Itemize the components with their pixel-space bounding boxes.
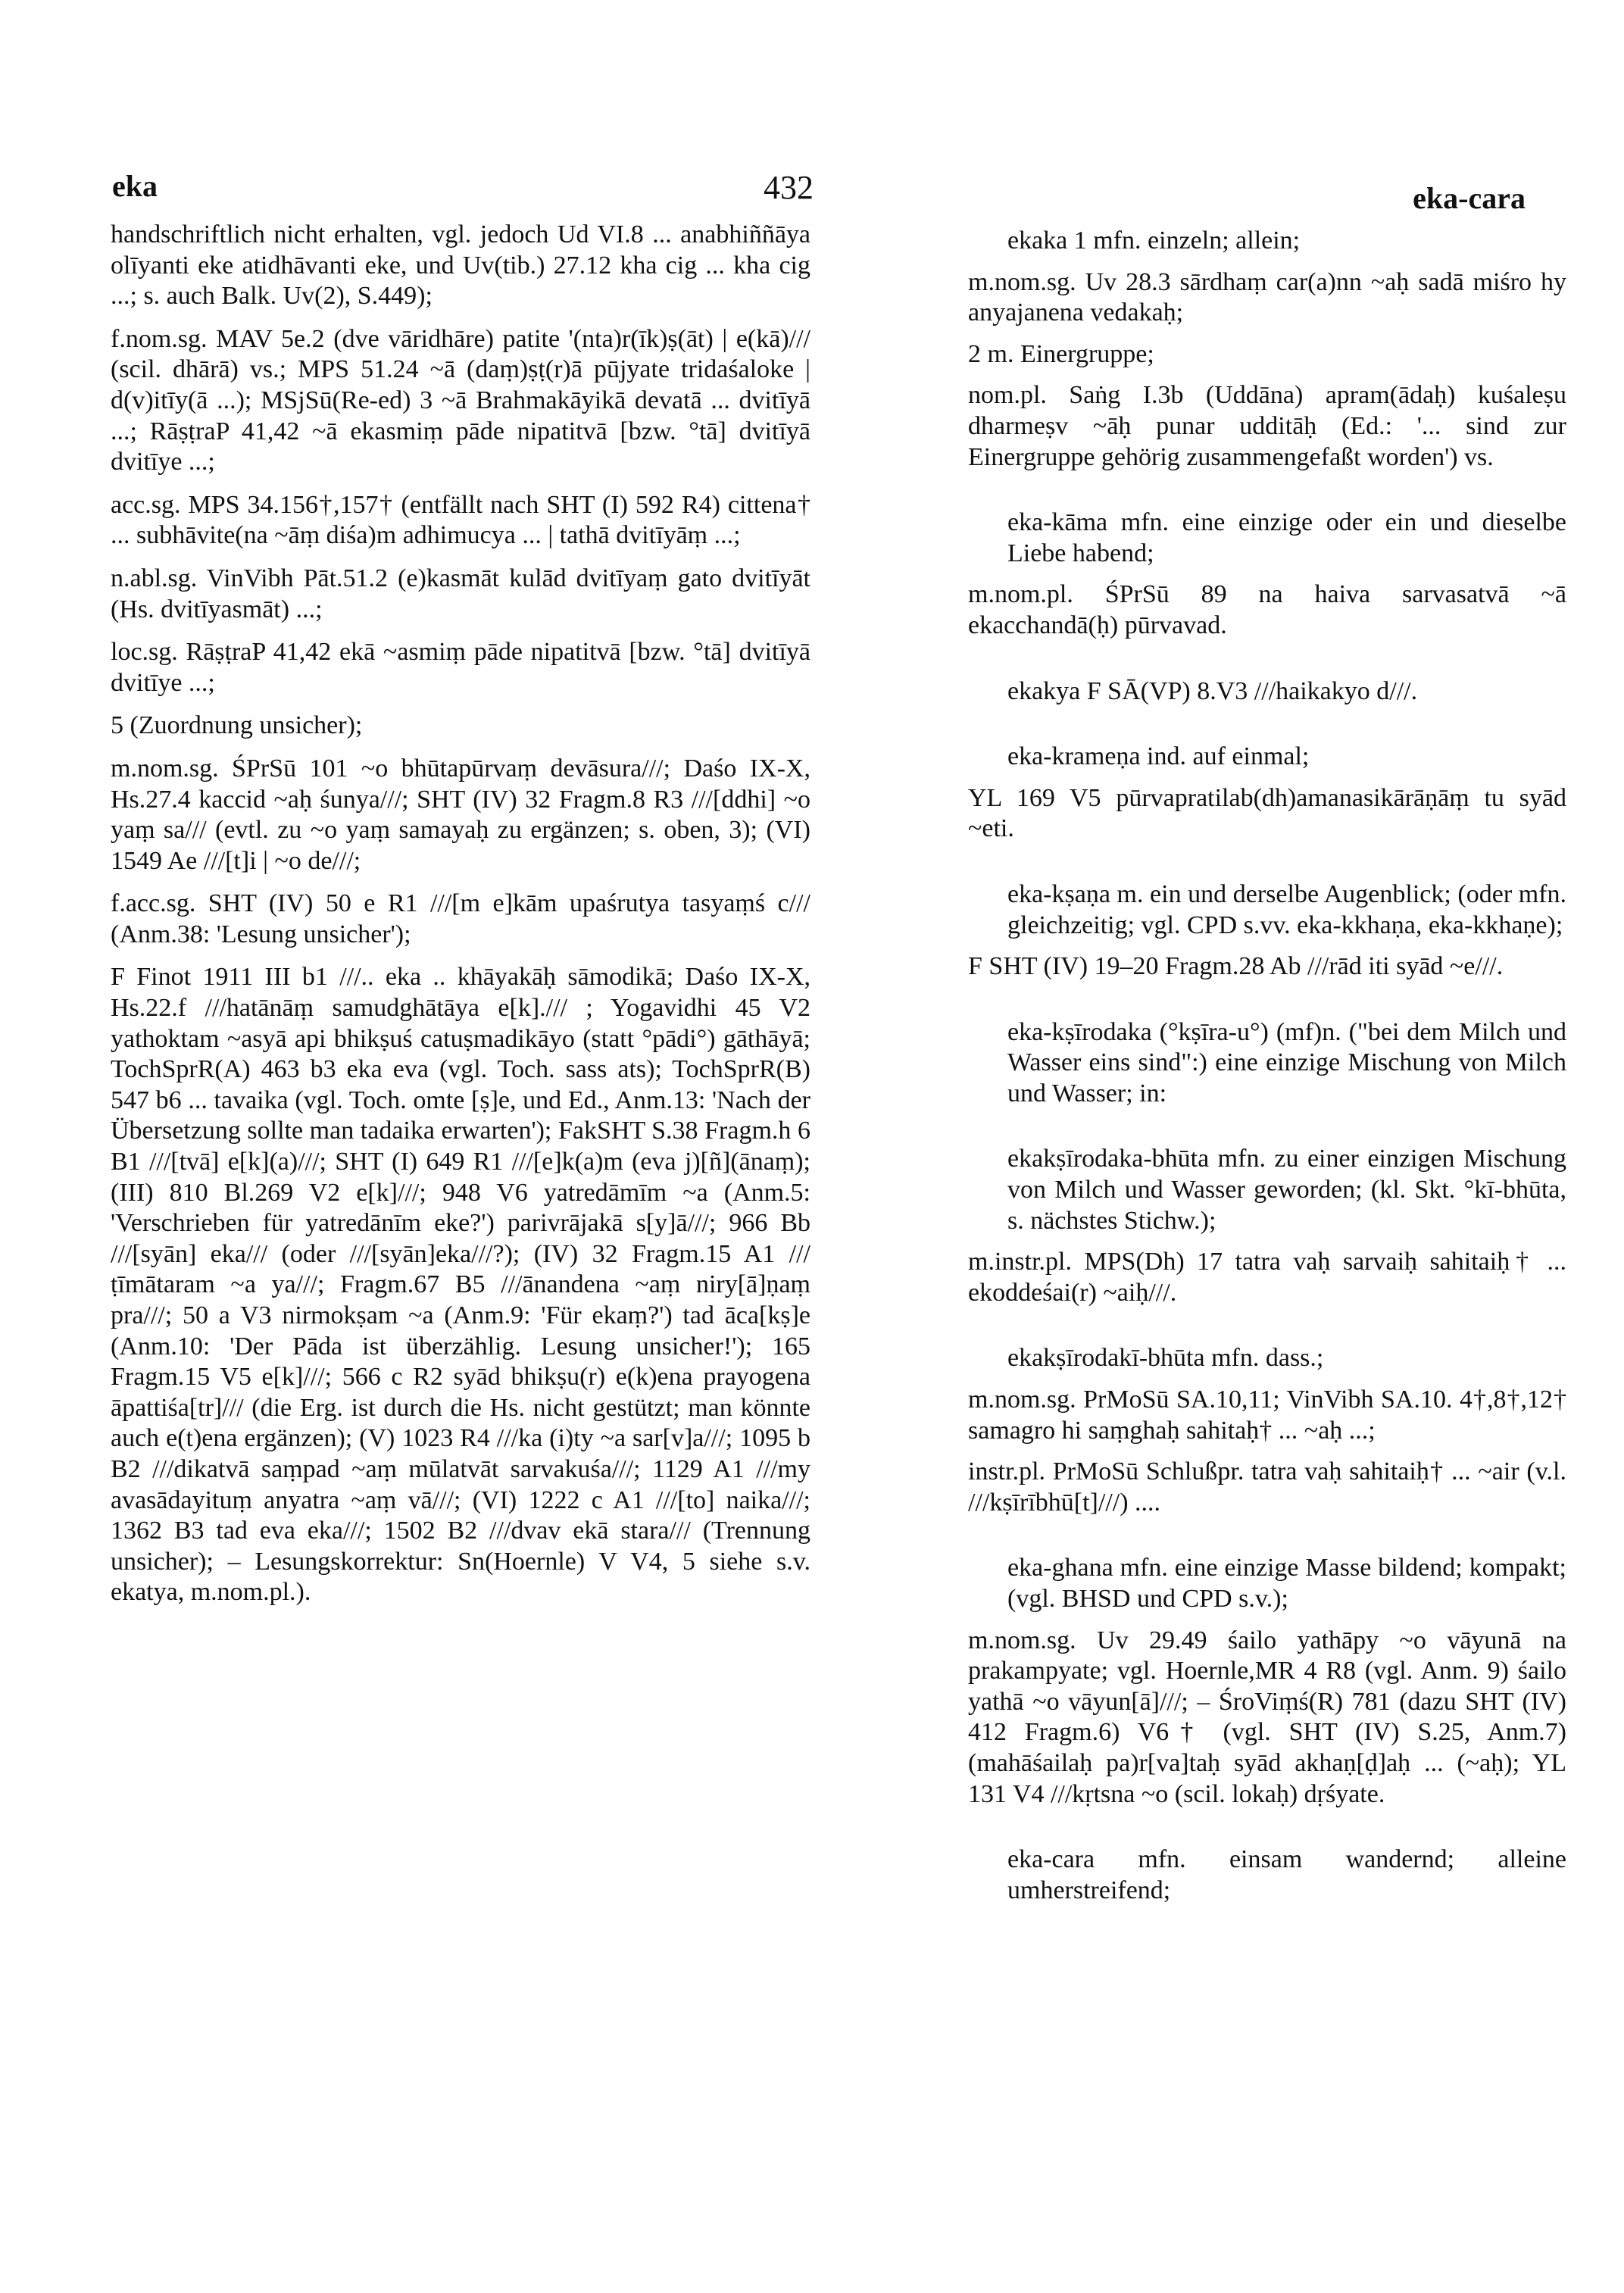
dictionary-entry: eka-krameṇa ind. auf einmal; [1007, 742, 1310, 771]
entry-detail: m.nom.pl. ŚPrSū 89 na haiva sarvasatvā ~ā ekacchandā(ḥ) pūrvavad. [968, 580, 1566, 639]
dictionary-entry: eka-ghana mfn. eine einzige Masse bildend; kompakt; (vgl. BHSD und CPD s.v.); [1007, 1554, 1566, 1613]
entry-detail: m.nom.sg. PrMoSū SA.10,11; VinVibh SA.10. 4†,8†,12† samagro hi saṃghaḥ sahitaḥ† ... ~aḥ ...; [968, 1385, 1566, 1445]
left-paragraph: m.nom.sg. ŚPrSū 101 ~o bhūtapūrvaṃ devāsura///; Daśo IX-X, Hs.27.4 kaccid ~aḥ śunya///; SHT (IV) 32 Fragm.8 R3 ///[ddhi] ~o yaṃ sa/// (evtl. zu ~o yaṃ samayaḥ zu ergänzen; s. oben, 3); (VI) 1549 Ae ///[t]i | ~o de///; [111, 754, 810, 875]
entry-detail: m.instr.pl. MPS(Dh) 17 tatra vaḥ sarvaiḥ sahitaiḥ† ... ekoddeśai(r) ~aiḥ///. [968, 1248, 1566, 1307]
entry-detail: m.nom.sg. Uv 28.3 sārdhaṃ car(a)nn ~aḥ sadā miśro hy anyajanena vedakaḥ; [968, 267, 1566, 327]
left-paragraph: 5 (Zuordnung unsicher); [111, 711, 363, 740]
entry-detail: 2 m. Einergruppe; [968, 339, 1154, 368]
dictionary-entry: eka-cara mfn. einsam wandernd; alleine umherstreifend; [1007, 1845, 1566, 1904]
dictionary-entry: eka-kṣaṇa m. ein und derselbe Augenblick; (oder mfn. gleichzeitig; vgl. CPD s.vv. eka-kkhaṇa, eka-kkhaṇe); [1007, 879, 1566, 939]
dictionary-entry: eka-kṣīrodaka (°kṣīra-u°) (mf)n. ("bei dem Milch und Wasser eins sind":) eine einzige Mischung von Milch und Wasser; in: [1007, 1017, 1566, 1107]
entry-detail: nom.pl. Saṅg I.3b (Uddāna) apram(ādaḥ) kuśaleṣu dharmeṣv ~āḥ punar udditāḥ (Ed.: '... sind zur Einergruppe gehörig zusammengefaßt worden') vs. [968, 381, 1566, 471]
left-paragraph: acc.sg. MPS 34.156†,157† (entfällt nach SHT (I) 592 R4) cittena† ... subhāvite(na ~āṃ diśa)m adhimucya ... | tathā dvitīyāṃ ...; [111, 490, 810, 550]
entry-detail: instr.pl. PrMoSū Schlußpr. tatra vaḥ sahitaiḥ† ... ~air (v.l. ///kṣīrībhū[t]///) .... [968, 1457, 1566, 1517]
left-paragraph: F Finot 1911 III b1 ///.. eka .. khāyakāḥ sāmodikā; Daśo IX-X, Hs.22.f ///hatānāṃ samudghātāya e[k]./// ; Yogavidhi 45 V2 yathoktam ~asyā api bhikṣuś catuṣmadikāyo (statt °pādi°) gāthāyā; TochSprR(A) 463 b3 eka eva (vgl. Toch. sass ats); TochSprR(B) 547 b6 ... tavaika (vgl. Toch. omte [ṣ]e, und Ed., Anm.13: 'Nach der Übersetzung sollte man tadaika erwarten'); FakSHT S.38 Fragm.h 6 B1 ///[tvā] e[k](a)///; SHT (I) 649 R1 ///[e]k(a)m (eva j)[ñ](ānaṃ); (III) 810 Bl.269 V2 e[k]///; 948 V6 yatredāmīm ~a (Anm.5: 'Verschrieben für yatredānīm eke?') parivrājakā s[y]ā///; 966 Bb ///[syān] eka/// (oder ///[syān]eka///?); (IV) 32 Fragm.15 A1 ///ṭīmātaram ~a ya///; Fragm.67 B5 ///ānandena ~aṃ niry[ā]ṇaṃ pra///; 50 a V3 nirmokṣam ~a (Anm.9: 'Für ekaṃ?') tad āca[kṣ]e (Anm.10: 'Der Pāda ist überzählig. Lesung unsicher!'); 165 Fragm.15 V5 e[k]///; 566 c R2 syād bhikṣu(r) e(k)ena prayogena āpattiśa[tr]/// (die Erg. ist durch die Hs. nicht gestützt; man könnte auch e(t)ena ergänzen); (V) 1023 R4 ///ka (i)ty ~a sar[v]a///; 1095 b B2 ///dikatvā saṃpad ~aṃ mūlatvāt sarvakuśa///; 1129 A1 ///my avasādayituṃ anyatra ~aṃ vā///; (VI) 1222 c A1 ///[to] naika///; 1362 B3 tad eva eka///; 1502 B2 ///dvav ekā stara/// (Trennung unsicher); – Lesungskorrektur: Sn(Hoernle) V V4, 5 siehe s.v. ekatya, m.nom.pl.). [111, 963, 810, 1607]
left-paragraph: handschriftlich nicht erhalten, vgl. jedoch Ud VI.8 ... anabhiññāya olīyanti eke atidhāvanti eke, und Uv(tib.) 27.12 kha cig ... kha cig ...; s. auch Balk. Uv(2), S.449); [111, 220, 810, 311]
dictionary-entry: eka-kāma mfn. eine einzige oder ein und dieselbe Liebe habend; [1007, 508, 1566, 567]
page-number: 432 [764, 169, 814, 206]
dictionary-entry: ekaka 1 mfn. einzeln; allein; [1007, 226, 1301, 255]
left-paragraph: f.acc.sg. SHT (IV) 50 e R1 ///[m e]kām upaśrutya tasyaṃś c/// (Anm.38: 'Lesung unsicher'); [111, 889, 810, 948]
left-paragraph: n.abl.sg. VinVibh Pāt.51.2 (e)kasmāt kulād dvitīyaṃ gato dvitīyāt (Hs. dvitīyasmāt) ...; [111, 564, 810, 623]
entry-detail: YL 169 V5 pūrvapratilab(dh)amanasikārāṇāṃ tu syād ~eti. [968, 783, 1566, 843]
dictionary-entry: ekakya F SĀ(VP) 8.V3 ///haikakyo d///. [1007, 676, 1418, 705]
entry-detail: F SHT (IV) 19–20 Fragm.28 Ab ///rād iti syād ~e///. [968, 952, 1504, 981]
dictionary-entry: ekakṣīrodaka-bhūta mfn. zu einer einzigen Mischung von Milch und Wasser geworden; (kl. Skt. °kī-bhūta, s. nächstes Stichw.); [1007, 1145, 1566, 1235]
right-column [968, 226, 1566, 1917]
left-column [111, 220, 810, 1620]
dictionary-entry: ekakṣīrodakī-bhūta mfn. dass.; [1007, 1344, 1324, 1373]
left-paragraph: f.nom.sg. MAV 5e.2 (dve vāridhāre) patite '(nta)r(īk)ṣ(āt) | e(kā)/// (scil. dhārā) vs.; MPS 51.24 ~ā (daṃ)ṣṭ(r)ā pūjyate tridaśaloke | d(v)itīy(ā ...); MSjSū(Re-ed) 3 ~ā Brahmakāyikā devatā ... dvitīyā ...; RāṣṭraP 41,42 ~ā ekasmiṃ pāde nipatitvā [bzw. °tā] dvitīyā dvitīye ...; [111, 324, 810, 476]
left-paragraph: loc.sg. RāṣṭraP 41,42 ekā ~asmiṃ pāde nipatitvā [bzw. °tā] dvitīyā dvitīye ...; [111, 638, 810, 697]
header-right: eka-cara [1413, 181, 1526, 215]
entry-detail: m.nom.sg. Uv 29.49 śailo yathāpy ~o vāyunā na prakampyate; vgl. Hoernle,MR 4 R8 (vgl. Anm. 9) śailo yathā ~o vāyun[ā]///; – ŚroViṃś(R) 781 (dazu SHT (IV) 412 Fragm.6) V6† (vgl. SHT (IV) S.25, Anm.7) (mahāśailaḥ pa)r[va]taḥ syād akhaṇ[ḍ]aḥ ... (~aḥ); YL 131 V4 ///kṛtsna ~o (scil. lokaḥ) dṛśyate. [968, 1626, 1566, 1808]
header-left: eka [112, 169, 158, 203]
